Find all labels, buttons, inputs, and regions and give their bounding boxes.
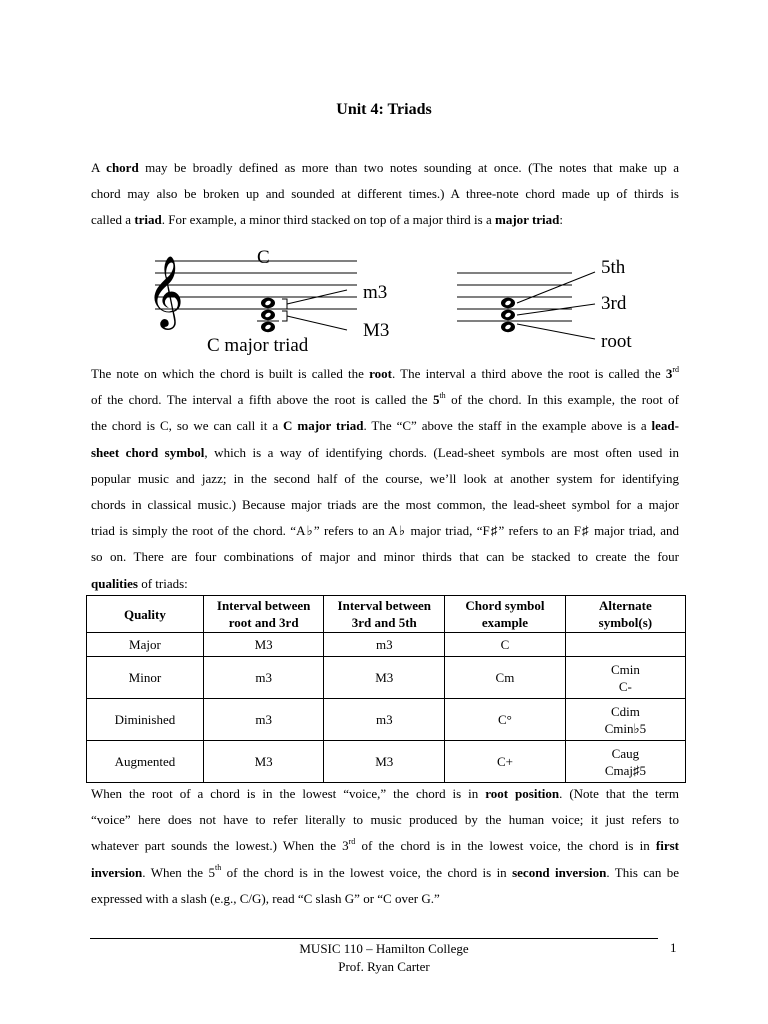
left-staff (155, 261, 357, 309)
bold-term: second inversion (512, 864, 607, 880)
table-cell: m3 (324, 699, 445, 741)
bold-term: inversion (91, 864, 143, 880)
triad-noteheads-left (261, 298, 275, 332)
triad-figure (135, 232, 655, 357)
table-cell: Augmented (87, 741, 204, 783)
bold-term: triad (134, 212, 162, 228)
intro-paragraph (91, 155, 679, 234)
table-cell: m3 (324, 633, 445, 657)
third-label: 3rd (601, 293, 627, 314)
table-cell: m3 (203, 657, 324, 699)
bold-term: root (369, 366, 392, 381)
table-cell: Cm (445, 657, 566, 699)
text-line: “voice” here does not have to refer literally to music produced by the human voice; it just refers to (91, 812, 679, 828)
inversions-paragraph (91, 781, 679, 912)
table-cell: Caug Cmaj♯5 (565, 741, 685, 783)
bold-term: sheet chord symbol (91, 444, 205, 460)
table-cell: C° (445, 699, 566, 741)
bold-term: 5 (432, 392, 440, 408)
text-line: triad is simply the root of the chord. “A♭” refers to an A♭ major triad, “F♯” refers to an F♯ major triad, and (91, 523, 679, 539)
table-cell: Cdim Cmin♭5 (565, 699, 685, 741)
table-cell: M3 (324, 657, 445, 699)
table-cell: Major (87, 633, 204, 657)
table-header-cell: Chord symbol example (445, 596, 566, 633)
treble-clef-icon: 𝄞 (147, 254, 184, 327)
table-cell: m3 (203, 699, 324, 741)
table-cell: M3 (324, 741, 445, 783)
text-line: A chord may be broadly defined as more than two notes sounding at once. (The notes that make up a (91, 160, 679, 175)
text-line: whatever part sounds the lowest.) When the 3rd of the chord is in the lowest voice, the chord is in first (91, 837, 679, 854)
table-header-cell: Interval between root and 3rd (203, 596, 324, 633)
bold-term: major triad (495, 212, 560, 228)
bold-term: lead- (651, 418, 679, 434)
superscript: th (214, 863, 222, 873)
table-cell: Minor (87, 657, 204, 699)
bold-term: C major triad (283, 418, 364, 434)
table-header-cell: Quality (87, 596, 204, 633)
superscript: th (439, 390, 446, 400)
root-label: root (601, 331, 632, 352)
text-line: chords in classical music.) Because major triads are the most common, the lead-sheet symbol for a major (91, 497, 679, 513)
triad-noteheads-right (501, 298, 515, 332)
table-header-row (87, 596, 686, 633)
figure-caption: C major triad (207, 335, 309, 356)
superscript: rd (348, 837, 356, 847)
footer-instructor: Prof. Ryan Carter (338, 959, 430, 974)
bold-term: 3 (665, 366, 673, 381)
table-row (87, 699, 686, 741)
table-header-cell: Alternate symbol(s) (565, 596, 685, 633)
text-line: called a triad. For example, a minor third stacked on top of a major third is a major triad: (91, 212, 564, 228)
bold-term: root position (485, 786, 560, 801)
bold-term: qualities (91, 575, 138, 591)
text-line: sheet chord symbol, which is a way of identifying chords. (Lead-sheet symbols are most often used in (91, 444, 679, 460)
lower-interval-label: M3 (363, 320, 390, 341)
text-line: The note on which the chord is built is called the root. The interval a third above the root is called the 3rd (91, 364, 679, 381)
table-row (87, 633, 686, 657)
table-cell: C (445, 633, 566, 657)
text-line: so on. There are four combinations of major and minor thirds that can be stacked to create the four (91, 549, 679, 565)
footer-course: MUSIC 110 – Hamilton College (299, 941, 469, 956)
table-cell: M3 (203, 633, 324, 657)
table-row (87, 657, 686, 699)
bold-term: first (655, 838, 679, 854)
table-cell: C+ (445, 741, 566, 783)
interval-brackets (282, 290, 347, 330)
table-cell: Cmin C- (565, 657, 685, 699)
text-line: of the chord. The interval a fifth above the root is called the 5th of the chord. In this example, the root of (91, 390, 679, 408)
fifth-label: 5th (601, 257, 626, 278)
text-line: When the root of a chord is in the lowest “voice,” the chord is in root position. (Note that the term (91, 786, 679, 801)
text-line: expressed with a slash (e.g., C/G), read “C slash G” or “C over G.” (91, 890, 440, 906)
table-cell (565, 633, 685, 657)
root-third-fifth-paragraph (91, 361, 679, 597)
bold-term: chord (106, 160, 139, 175)
triad-qualities-table (86, 595, 686, 783)
text-line: popular music and jazz; in the second half of the course, we’ll look at another system for identifying (91, 470, 679, 486)
chord-symbol-label: C (257, 247, 270, 268)
footer-rule (90, 938, 658, 939)
page-footer (0, 940, 768, 976)
table-cell: Diminished (87, 699, 204, 741)
table-header-cell: Interval between 3rd and 5th (324, 596, 445, 633)
chord-tone-pointers (517, 272, 595, 339)
text-line: the chord is C, so we can call it a C major triad. The “C” above the staff in the example above is a lead- (91, 418, 679, 434)
page-title: Unit 4: Triads (336, 101, 432, 118)
text-line: inversion. When the 5th of the chord is in the lowest voice, the chord is in second inversion. This can be (91, 863, 680, 880)
table-cell: M3 (203, 741, 324, 783)
text-line: qualities of triads: (91, 575, 188, 591)
table-row (87, 741, 686, 783)
text-line: chord may also be broken up and sounded at different times.) A three-note chord made up of thirds is (91, 186, 679, 202)
page-number: 1 (670, 940, 677, 955)
upper-interval-label: m3 (363, 282, 388, 303)
superscript: rd (672, 364, 679, 374)
